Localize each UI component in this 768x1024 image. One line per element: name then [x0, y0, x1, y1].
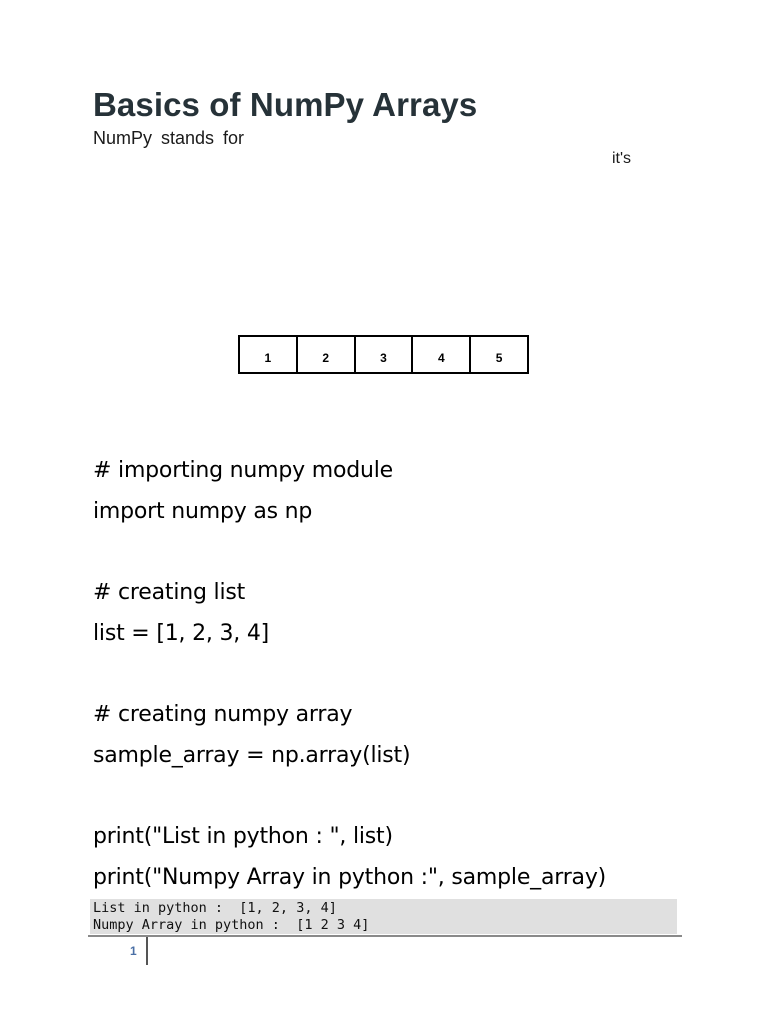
code-line: print("List in python : ", list) — [93, 824, 393, 850]
code-line: sample_array = np.array(list) — [93, 742, 411, 768]
text-cursor[interactable] — [146, 937, 148, 965]
intro-tail-text: it's — [612, 150, 632, 167]
array-cell: 1 — [240, 337, 298, 372]
output-divider — [88, 935, 682, 937]
array-cell: 2 — [298, 337, 356, 372]
page-title: Basics of NumPy Arrays — [93, 86, 478, 123]
code-line: import numpy as np — [93, 498, 313, 524]
output-line: List in python : [1, 2, 3, 4] — [93, 900, 337, 916]
array-cell: 3 — [356, 337, 414, 372]
array-diagram — [238, 335, 529, 374]
code-comment-line: # creating numpy array — [93, 702, 353, 728]
code-blank-line — [93, 777, 693, 818]
code-blank-line — [93, 654, 693, 695]
code-line: list = [1, 2, 3, 4] — [93, 620, 270, 646]
code-blank-line — [93, 532, 693, 573]
code-comment-line: # creating list — [93, 580, 246, 606]
array-cell: 5 — [495, 350, 503, 365]
output-block — [90, 899, 677, 934]
code-comment-line: # importing numpy module — [93, 458, 394, 483]
intro-text: NumPy stands for — [93, 128, 245, 148]
output-line: Numpy Array in python : [1 2 3 4] — [93, 916, 370, 933]
code-line: print("Numpy Array in python :", sample_array) — [93, 864, 607, 890]
line-number: 1 — [130, 944, 137, 958]
code-block — [93, 451, 693, 899]
array-cell: 4 — [413, 337, 471, 372]
